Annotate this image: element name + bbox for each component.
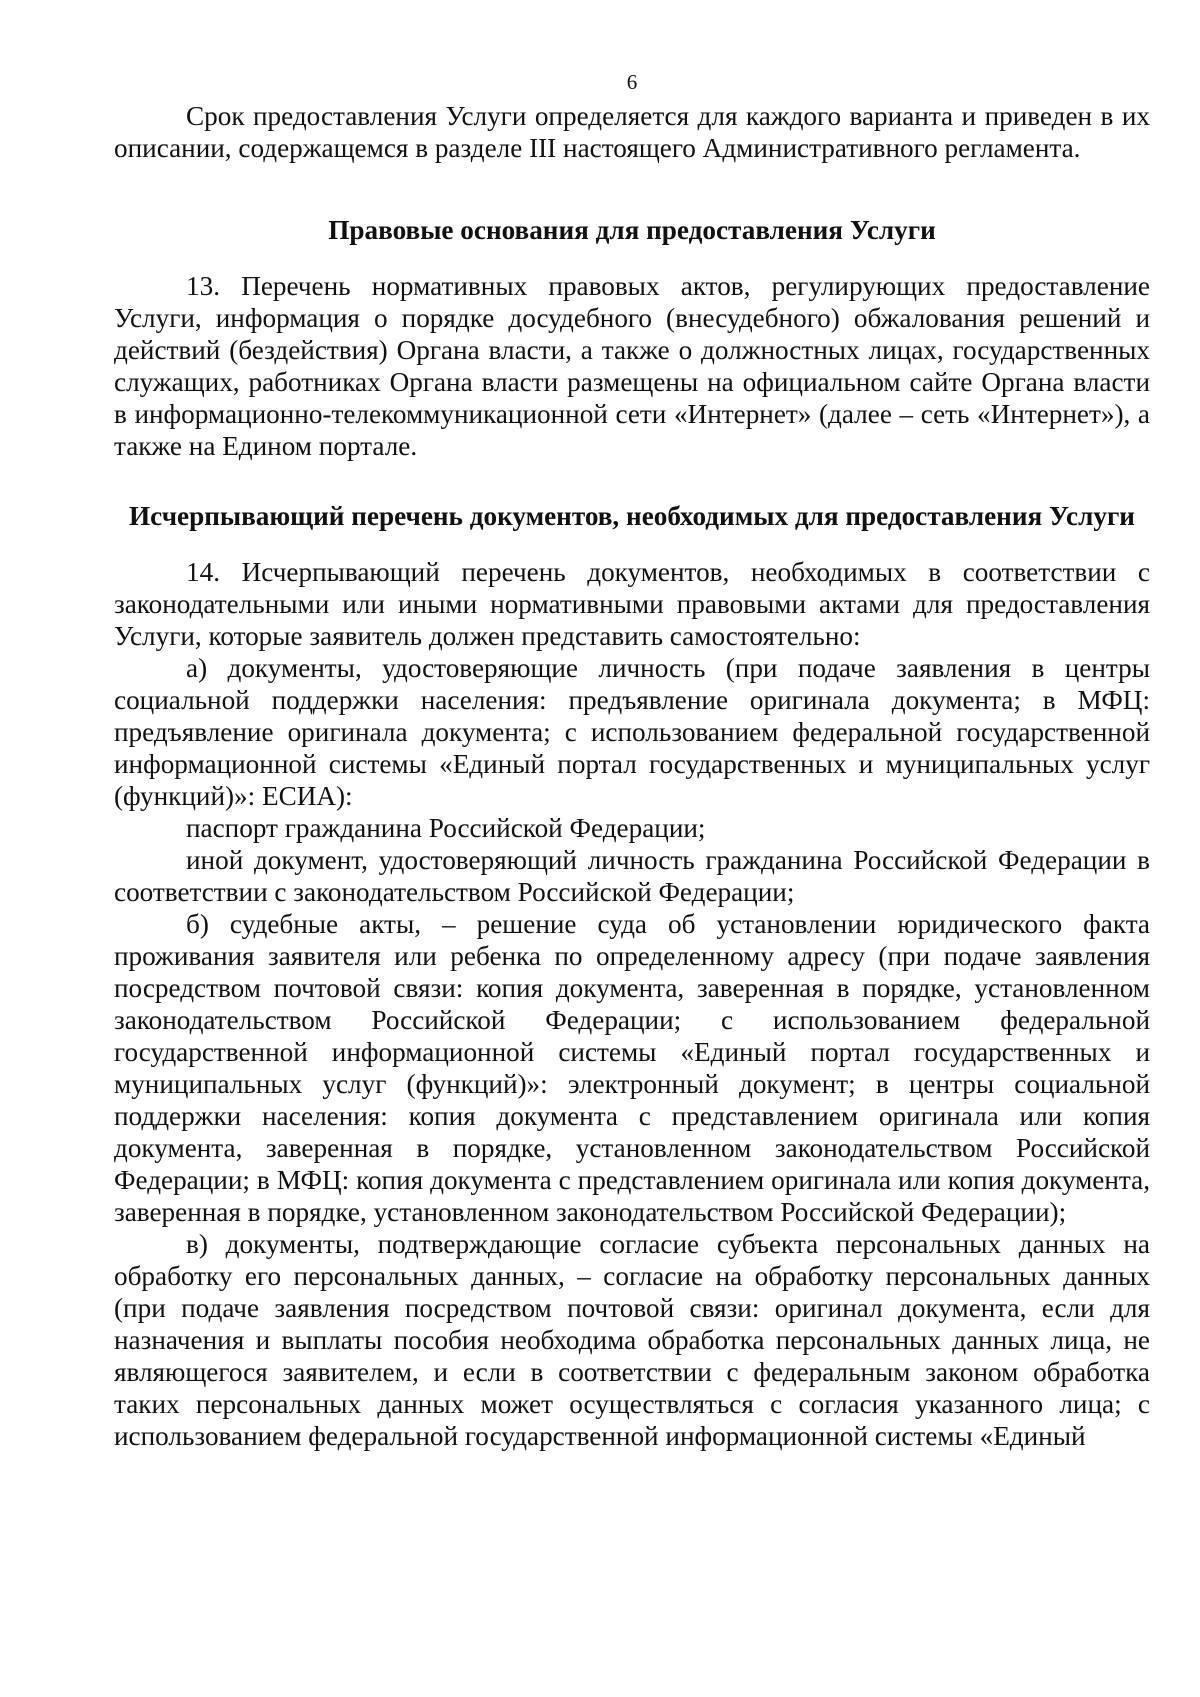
paragraph-service-term: Срок предоставления Услуги определяется для каждого варианта и приведен в их описании, содержащемся в разделе III настоящего Административного регламента. bbox=[114, 101, 1150, 163]
paragraph-14-a: а) документы, удостоверяющие личность (при подаче заявления в центры социальной поддержки населения: предъявление оригинала документа; в МФЦ: предъявление оригинала документа; с использованием федеральной государственной информационной системы «Единый портал государственных и муниципальных услуг (функций)»: ЕСИА): bbox=[114, 653, 1150, 811]
paragraph-14-b: б) судебные акты, – решение суда об установлении юридического факта проживания заявителя или ребенка по определенному адресу (при подаче заявления посредством почтовой связи: копия документа, заверенная в порядке, установленном законодательством Российской Федерации; с использованием федеральной государственной информационной системы «Единый портал государственных и муниципальных услуг (функций)»: электронный документ; в центры социальной поддержки населения: копия документа с представлением оригинала или копия документа, заверенная в порядке, установленном законодательством Российской Федерации; в МФЦ: копия документа с представлением оригинала или копия документа, заверенная в порядке, установленном законодательством Российской Федерации); bbox=[114, 909, 1150, 1227]
paragraph-14: 14. Исчерпывающий перечень документов, необходимых в соответствии с законодательными или иными нормативными правовыми актами для предоставления Услуги, которые заявитель должен представить самостоятельно: bbox=[114, 557, 1150, 651]
heading-legal-basis: Правовые основания для предоставления Услуги bbox=[328, 215, 936, 245]
heading-documents-list: Исчерпывающий перечень документов, необходимых для предоставления Услуги bbox=[129, 501, 1135, 531]
paragraph-14-a-other-id: иной документ, удостоверяющий личность гражданина Российской Федерации в соответствии с законодательством Российской Федерации; bbox=[114, 845, 1150, 907]
document-page bbox=[114, 70, 1150, 1452]
paragraph-14-a-passport: паспорт гражданина Российской Федерации; bbox=[186, 813, 706, 843]
paragraph-13: 13. Перечень нормативных правовых актов, регулирующих предоставление Услуги, информация о порядке досудебного (внесудебного) обжалования решений и действий (бездействия) Органа власти, а также о должностных лицах, государственных служащих, работниках Органа власти размещены на официальном сайте Органа власти в информационно-телекоммуникационной сети «Интернет» (далее – сеть «Интернет»), а также на Едином портале. bbox=[114, 271, 1150, 461]
paragraph-14-v: в) документы, подтверждающие согласие субъекта персональных данных на обработку его персональных данных, – согласие на обработку персональных данных (при подаче заявления посредством почтовой связи: оригинал документа, если для назначения и выплаты пособия необходима обработка персональных данных лица, не являющегося заявителем, и если в соответствии с федеральным законом обработка таких персональных данных может осуществляться с согласия указанного лица; с использованием федеральной государственной информационной системы «Единый bbox=[114, 1229, 1150, 1451]
page-number: 6 bbox=[626, 70, 638, 94]
